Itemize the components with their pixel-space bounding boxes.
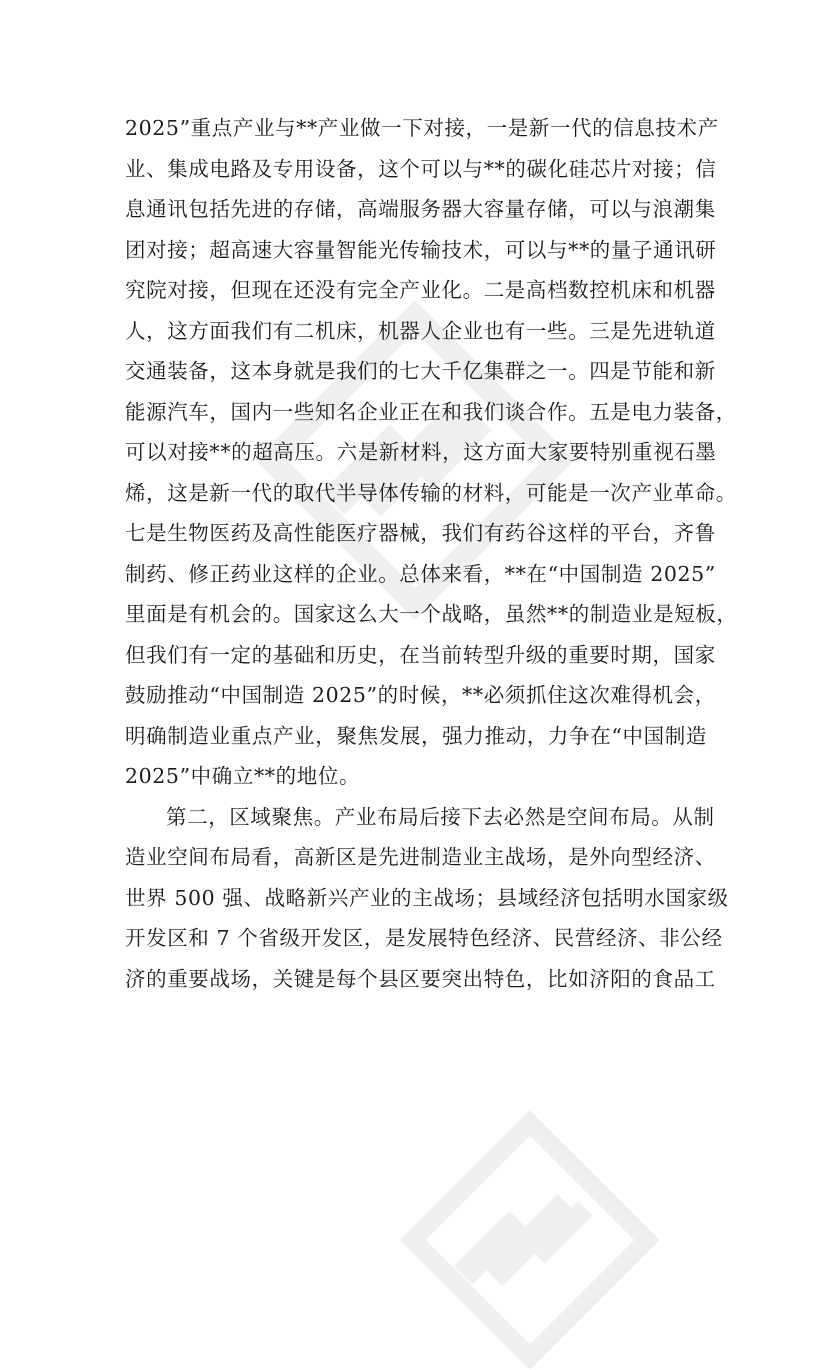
text-line: 2025”中确立**的地位。	[125, 764, 361, 788]
watermark-logo-icon	[400, 1110, 660, 1370]
text-line: 业、集成电路及专用设备，这个可以与**的碳化硅芯片对接；信	[125, 156, 717, 181]
text-line: 世界 500 强、战略新兴产业的主战场；县域经济包括明水国家级	[125, 885, 729, 910]
text-line: 第二，区域聚焦。产业布局后接下去必然是空间布局。从制	[166, 804, 715, 829]
paragraph-industry-docking	[125, 108, 738, 797]
text-line: 交通装备，这本身就是我们的七大千亿集群之一。四是节能和新	[125, 359, 716, 383]
text-line: 可以对接**的超高压。六是新材料，这方面大家要特别重视石墨	[125, 440, 717, 464]
text-line: 烯，这是新一代的取代半导体传输的材料，可能是一次产业革命。	[125, 480, 737, 505]
text-line: 2025”重点产业与**产业做一下对接，一是新一代的信息技术产	[125, 116, 719, 140]
text-line: 究院对接，但现在还没有完全产业化。二是高档数控机床和机器	[125, 278, 716, 302]
text-line: 济的重要战场，关键是每个县区要突出特色，比如济阳的食品工	[125, 966, 716, 991]
text-line: 人，这方面我们有二机床，机器人企业也有一些。三是先进轨道	[125, 318, 716, 343]
text-line: 明确制造业重点产业，聚焦发展，强力推动，力争在“中国制造	[125, 723, 707, 748]
text-line: 但我们有一定的基础和历史，在当前转型升级的重要时期，国家	[125, 642, 716, 667]
text-line: 制药、修正药业这样的企业。总体来看，**在“中国制造 2025”	[125, 561, 716, 586]
text-line: 鼓励推动“中国制造 2025”的时候，**必须抓住这次难得机会，	[125, 683, 716, 707]
text-line: 团对接；超高速大容量智能光传输技术，可以与**的量子通讯研	[125, 237, 717, 262]
text-line: 七是生物医药及高性能医疗器械，我们有药谷这样的平台，齐鲁	[125, 521, 716, 545]
document-body	[125, 108, 738, 999]
text-line: 造业空间布局看，高新区是先进制造业主战场，是外向型经济、	[125, 845, 716, 869]
paragraph-regional-focus	[125, 797, 729, 1000]
text-line: 里面是有机会的。国家这么大一个战略，虽然**的制造业是短板，	[125, 602, 738, 626]
text-line: 能源汽车，国内一些知名企业正在和我们谈合作。五是电力装备，	[125, 399, 737, 424]
text-line: 息通讯包括先进的存储，高端服务器大容量存储，可以与浪潮集	[125, 197, 716, 221]
text-line: 开发区和 7 个省级开发区，是发展特色经济、民营经济、非公经	[125, 926, 723, 950]
